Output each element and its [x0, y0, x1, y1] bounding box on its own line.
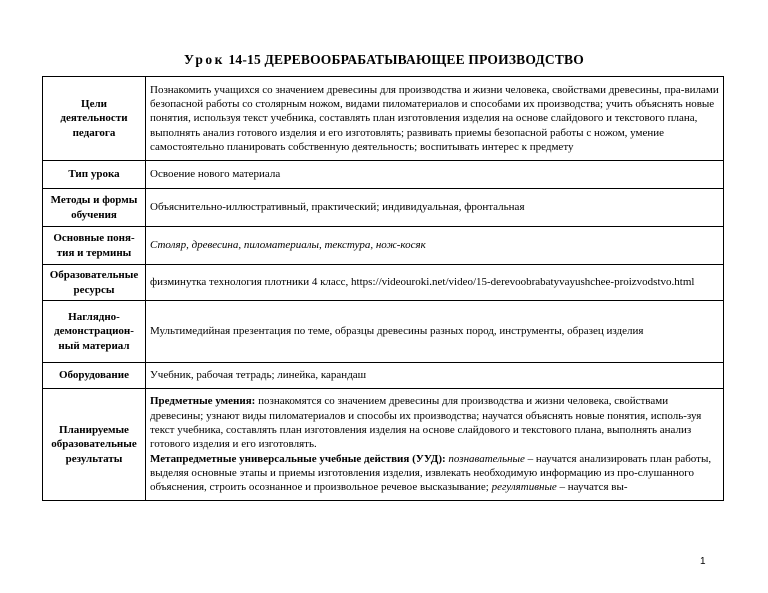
methods-text: Объяснительно-иллюстративный, практический; индивидуальная, фронтальная — [146, 189, 724, 227]
table-row — [43, 265, 724, 301]
type-text: Освоение нового материала — [146, 161, 724, 189]
concepts-label: Основные поня-тия и термины — [43, 227, 146, 265]
equipment-label: Оборудование — [43, 363, 146, 389]
results-meta-cog-label: познавательные — [448, 452, 525, 465]
page-number: 1 — [700, 556, 706, 567]
visual-text: Мультимедийная презентация по теме, образцы древесины разных пород, инструменты, образец изделия — [146, 301, 724, 363]
table-row — [43, 363, 724, 389]
results-subject-heading: Предметные умения: — [150, 395, 256, 408]
concepts-text — [146, 227, 724, 265]
resources-text: физминутка технология плотники 4 класс, https://videouroki.net/video/15-derevoobrabatyvayushchee-proizvodstvo.html — [146, 265, 724, 301]
goals-label: Цели деятельности педагога — [43, 77, 146, 161]
lesson-plan-table — [42, 76, 724, 501]
results-meta-cog-text: – научатся анализировать план работы, выделяя основные этапы и приемы изготовления изделия, извлекать необходимую информацию из про-слушанного объяснения, строить осознанное и произвольное речевое высказывание; — [150, 452, 712, 494]
concepts-italic: Столяр, древесина, пиломатериалы, текстура, нож-косяк — [150, 239, 426, 252]
results-meta-reg-label: регулятивные — [491, 481, 557, 494]
table-row — [43, 161, 724, 189]
results-meta-heading: Метапредметные универсальные учебные действия (УУД): — [150, 452, 446, 465]
results-meta-reg-text: – научатся вы- — [556, 481, 628, 494]
results-subject-text: познакомятся со значением древесины для производства и жизни человека, свойствами древесины; узнают виды пиломатериалов и способы их производства; научатся объяснять новые понятия, исполь-зуя текст учебника, составлять план изготовления изделия на основе слайдового и текстового плана, выполнять анализ готового изделия и его изготовлять. — [150, 395, 702, 451]
table-row — [43, 227, 724, 265]
visual-label: Наглядно-демонстрацион-ный материал — [43, 301, 146, 363]
methods-label: Методы и формы обучения — [43, 189, 146, 227]
results-label: Планируемые образовательные результаты — [43, 389, 146, 501]
table-row — [43, 77, 724, 161]
table-row — [43, 301, 724, 363]
goals-text: Познакомить учащихся со значением древесины для производства и жизни человека, свойствами древесины, пра-вилами безопасной работы со столярным ножом, видами пиломатериалов и способами их производства; учить объяснять новые понятия, используя текст учебника, составлять план изготовления изделия на основе слайдового и текстового плана, выполнять анализ готового изделия и его изготовлять; развивать приемы безопасной работы с ножом, умение самостоятельно планировать собственную деятельность; воспитывать интерес к предмету — [146, 77, 724, 161]
table-row — [43, 389, 724, 501]
page-title — [0, 52, 768, 68]
type-label: Тип урока — [43, 161, 146, 189]
resources-label: Образовательные ресурсы — [43, 265, 146, 301]
equipment-text: Учебник, рабочая тетрадь; линейка, карандаш — [146, 363, 724, 389]
title-text: 14-15 ДЕРЕВООБРАБАТЫВАЮЩЕЕ ПРОИЗВОДСТВО — [224, 52, 584, 67]
title-prefix: Урок — [184, 52, 225, 67]
table-row — [43, 189, 724, 227]
results-text — [146, 389, 724, 501]
